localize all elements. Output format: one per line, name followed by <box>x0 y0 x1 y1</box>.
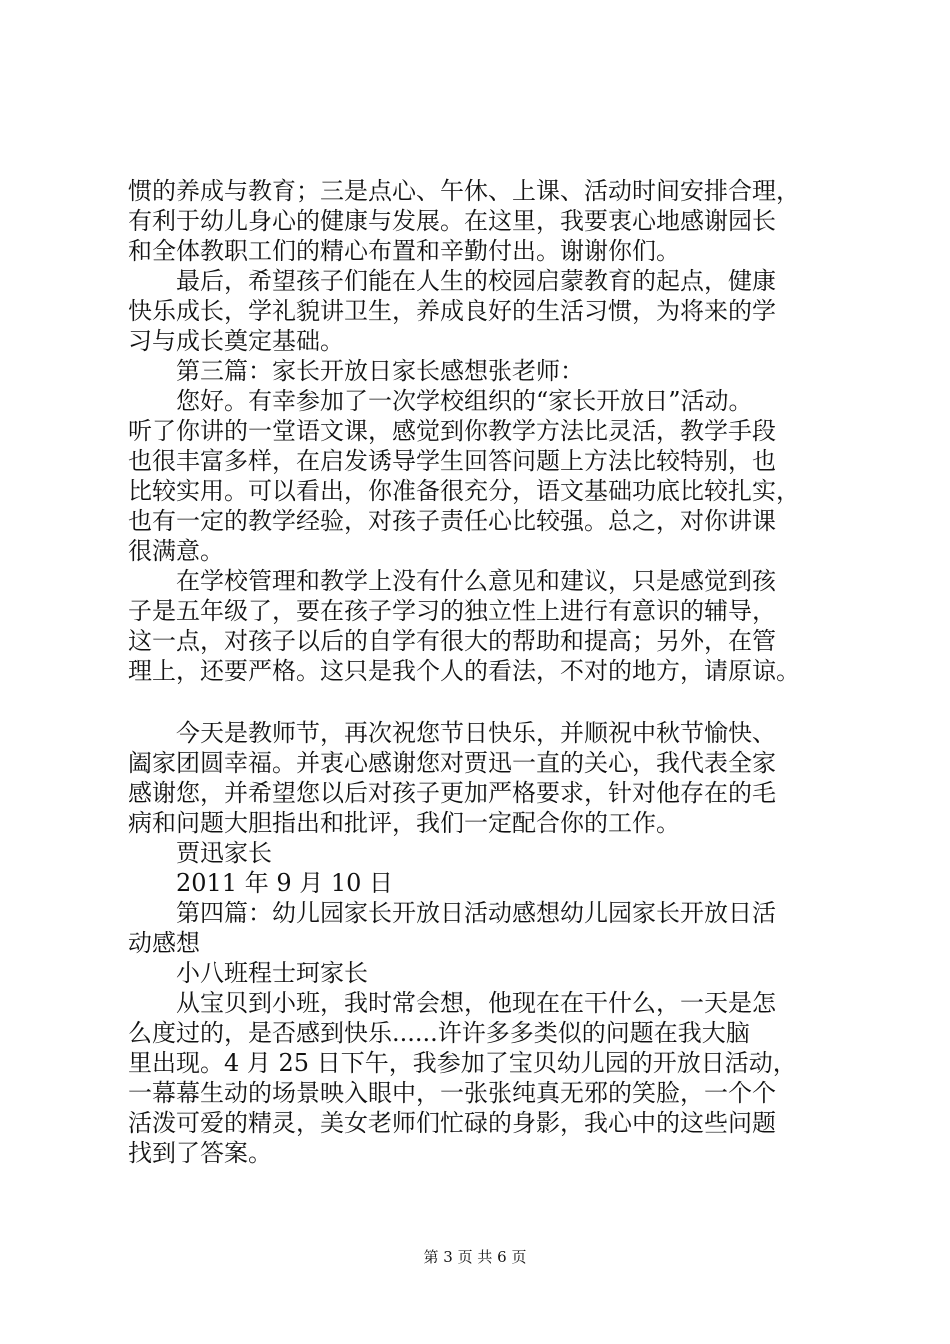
text-line: 么度过的，是否感到快乐......许许多多类似的问题在我大脑 <box>128 1019 750 1047</box>
text-line: 在学校管理和教学上没有什么意见和建议，只是感觉到孩 <box>128 567 776 595</box>
author-line: 小八班程士珂家长 <box>128 959 368 987</box>
text-line: 也很丰富多样，在启发诱导学生回答问题上方法比较特别，也 <box>128 447 776 475</box>
text-line: 很满意。 <box>128 537 224 565</box>
section-heading: 第四篇：幼儿园家长开放日活动感想幼儿园家长开放日活 <box>128 899 776 927</box>
text-line: 从宝贝到小班，我时常会想，他现在在干什么，一天是怎 <box>128 989 776 1017</box>
text-line: 今天是教师节，再次祝您节日快乐，并顺祝中秋节愉快、 <box>128 719 776 747</box>
text-line: 感谢您，并希望您以后对孩子更加严格要求，针对他存在的毛 <box>128 779 776 807</box>
text-line: 活泼可爱的精灵，美女老师们忙碌的身影，我心中的这些问题 <box>128 1109 776 1137</box>
text-line: 里出现。4 月 25 日下午，我参加了宝贝幼儿园的开放日活动， <box>128 1049 797 1077</box>
text-line: 也有一定的教学经验，对孩子责任心比较强。总之，对你讲课 <box>128 507 776 535</box>
text-line: 子是五年级了，要在孩子学习的独立性上进行有意识的辅导， <box>128 597 776 625</box>
text-line: 习与成长奠定基础。 <box>128 327 344 355</box>
text-line: 阖家团圆幸福。并衷心感谢您对贾迅一直的关心，我代表全家 <box>128 749 776 777</box>
date-line: 2011 年 9 月 10 日 <box>128 869 394 897</box>
section-heading: 第三篇：家长开放日家长感想张老师： <box>128 357 584 385</box>
text-line: 比较实用。可以看出，你准备很充分，语文基础功底比较扎实， <box>128 477 800 505</box>
signature-line: 贾迅家长 <box>128 839 272 867</box>
text-line: 和全体教职工们的精心布置和辛勤付出。谢谢你们。 <box>128 237 680 265</box>
text-line: 快乐成长，学礼貌讲卫生，养成良好的生活习惯，为将来的学 <box>128 297 776 325</box>
text-line: 一幕幕生动的场景映入眼中，一张张纯真无邪的笑脸，一个个 <box>128 1079 776 1107</box>
text-line: 这一点，对孩子以后的自学有很大的帮助和提高；另外，在管 <box>128 627 776 655</box>
text-line: 有利于幼儿身心的健康与发展。在这里，我要衷心地感谢园长 <box>128 207 776 235</box>
text-line: 最后，希望孩子们能在人生的校园启蒙教育的起点，健康 <box>128 267 776 295</box>
text-line: 找到了答案。 <box>128 1139 272 1167</box>
text-line: 您好。有幸参加了一次学校组织的“家长开放日”活动。 <box>128 387 753 415</box>
text-line: 病和问题大胆指出和批评，我们一定配合你的工作。 <box>128 809 680 837</box>
text-line: 理上，还要严格。这只是我个人的看法，不对的地方，请原谅。 <box>128 657 800 685</box>
text-line: 惯的养成与教育；三是点心、午休、上课、活动时间安排合理， <box>128 177 800 205</box>
text-line: 动感想 <box>128 929 200 957</box>
text-line: 听了你讲的一堂语文课，感觉到你教学方法比灵活，教学手段 <box>128 417 776 445</box>
page-footer: 第 3 页 共 6 页 <box>423 1248 527 1266</box>
